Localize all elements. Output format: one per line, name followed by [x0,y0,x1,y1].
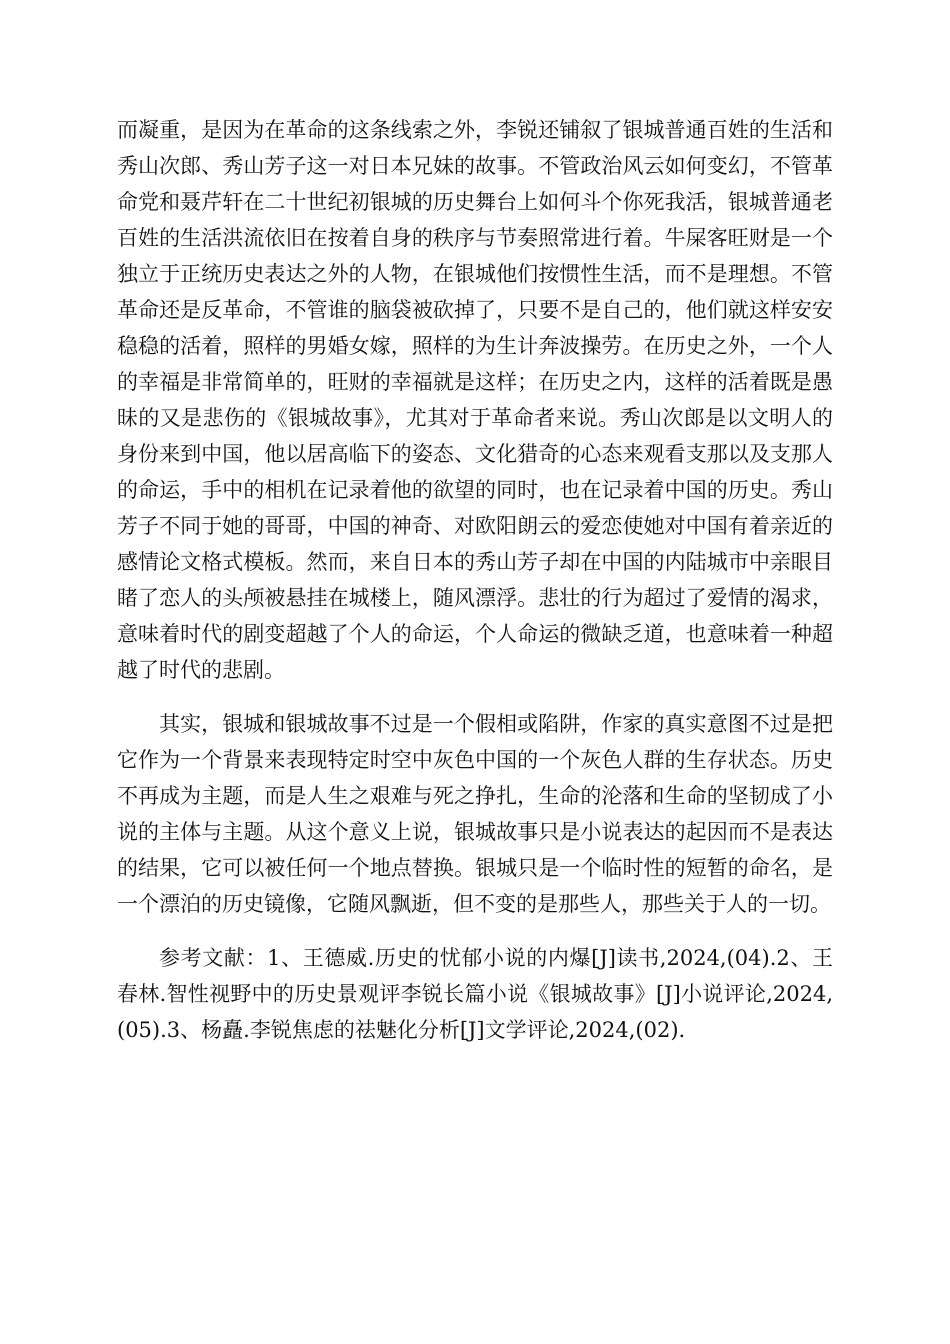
document-page [117,112,833,1048]
references-paragraph: 参考文献：1、王德威.历史的忧郁小说的内爆[J]读书,2024,(04).2、王春林.智性视野中的历史景观评李锐长篇小说《银城故事》[J]小说评论,2024,(05).3、杨矗.李锐焦虑的祛魅化分析[J]文学评论,2024,(02). [117,946,833,1042]
body-paragraph-2: 其实，银城和银城故事不过是一个假相或陷阱，作家的真实意图不过是把它作为一个背景来表现特定时空中灰色中国的一个灰色人群的生存状态。历史不再成为主题，而是人生之艰难与死之挣扎，生命的沦落和生命的坚韧成了小说的主体与主题。从这个意义上说，银城故事只是小说表达的起因而不是表达的结果，它可以被任何一个地点替换。银城只是一个临时性的短暂的命名，是一个漂泊的历史镜像，它随风飘逝，但不变的是那些人，那些关于人的一切。 [117,712,833,916]
body-paragraph-1: 而凝重，是因为在革命的这条线索之外，李锐还铺叙了银城普通百姓的生活和秀山次郎、秀山芳子这一对日本兄妹的故事。不管政治风云如何变幻，不管革命党和聂芹轩在二十世纪初银城的历史舞台上如何斗个你死我活，银城普通老百姓的生活洪流依旧在按着自身的秩序与节奏照常进行着。牛屎客旺财是一个独立于正统历史表达之外的人物，在银城他们按惯性生活，而不是理想。不管革命还是反革命，不管谁的脑袋被砍掉了，只要不是自己的，他们就这样安安稳稳的活着，照样的男婚女嫁，照样的为生计奔波操劳。在历史之外，一个人的幸福是非常简单的，旺财的幸福就是这样；在历史之内，这样的活着既是愚昧的又是悲伤的《银城故事》，尤其对于革命者来说。秀山次郎是以文明人的身份来到中国，他以居高临下的姿态、文化猎奇的心态来观看支那以及支那人的命运，手中的相机在记录着他的欲望的同时，也在记录着中国的历史。秀山芳子不同于她的哥哥，中国的神奇、对欧阳朗云的爱恋使她对中国有着亲近的感情论文格式模板。然而，来自日本的秀山芳子却在中国的内陆城市中亲眼目睹了恋人的头颅被悬挂在城楼上，随风漂浮。悲壮的行为超过了爱情的渴求，意味着时代的剧变超越了个人的命运，个人命运的微缺乏道，也意味着一种超越了时代的悲剧。 [117,118,833,682]
